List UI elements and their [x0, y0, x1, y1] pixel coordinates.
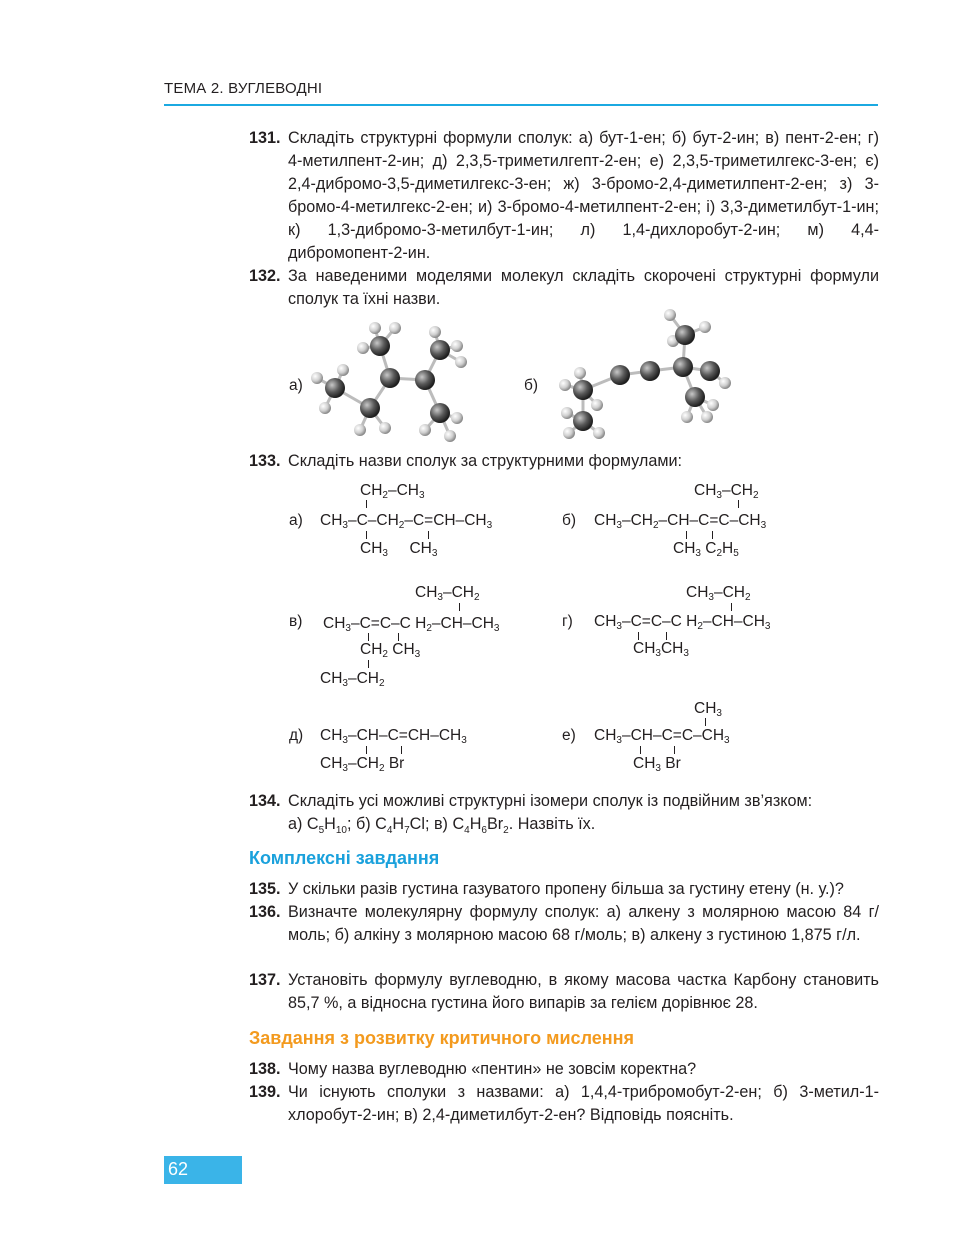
formula-v-bottom: $CH_2$ $CH_3$ [360, 641, 421, 660]
task-text: Визначте молекулярну формулу сполук: а) алкену з молярною масою 84 г/моль; б) алкіну з молярною масою 68 г/моль; в) алкену з густиною 1,875 г/л. [288, 903, 879, 944]
bond-line [366, 500, 367, 508]
formula-d-bottom: $CH_3-CH_2$ Br [320, 755, 405, 774]
bond-line [640, 746, 641, 754]
formula-v-label: в) [289, 613, 303, 630]
formula-a-bottom: $CH_3$ $CH_3$ [360, 540, 438, 559]
bond-line [428, 531, 429, 539]
formula-e-label: е) [562, 727, 576, 744]
formula-b-bottom: $CH_3$ $C_2H_5$ [673, 540, 739, 559]
bond-line [459, 603, 460, 611]
formula-v-bottom2: $CH_3-CH_2$ [320, 670, 385, 689]
bond-line [366, 746, 367, 754]
bond-line [666, 632, 667, 640]
formula-a-top: $CH_2-CH_3$ [360, 482, 425, 501]
task-text: Чому назва вуглеводню «пентин» не зовсім коректна? [288, 1060, 697, 1078]
task-number: 138. [249, 1060, 281, 1078]
formula-g-bottom: $CH_3CH_3$ [633, 640, 689, 659]
formula-e-main: $CH_3-CH-C=C-CH_3$ [594, 727, 730, 746]
task-text: Складіть структурні формули сполук: а) бут-1-ен; б) бут-2-ин; в) пент-2-ен; г) 4-метилпент-2-ин; д) 2,3,5-триметилгепт-2-ен; е) 2,3,5-триметилгекс-3-ен; є) 2,4-дибромо-3,5-диметилгекс-3-ен; ж) 3-бромо-2,4-диметилпент-2-ен; з) 3-бромо-4-метилгекс-2-ен; и) 3-бромо-4-метилпент-2-ен; і) 3,3-диметилбут-1-ин; к) 1,3-дибромо-3-метилбут-1-ин; л) 1,4-дихлоробут-2-ин; м) 4,4-дибромопент-2-ин. [288, 129, 879, 262]
formula-e-top: $CH_3$ [694, 700, 722, 719]
bond-line [638, 632, 639, 640]
task-136 [249, 901, 879, 947]
bond-line [712, 531, 713, 539]
task-number: 136. [249, 903, 281, 921]
model-a-label: а) [289, 377, 303, 394]
task-text: Складіть усі можливі структурні ізомери сполук із подвійним зв’язком: а) $C_5H_{10}$; б) $C_4H_7Cl$; в) $C_4H_6Br_2$. Назвіть їх. [288, 792, 813, 837]
task-138 [249, 1058, 879, 1081]
task-text: Складіть назви сполук за структурними формулами: [288, 452, 682, 470]
task-number: 132. [249, 267, 281, 285]
molecule-model-b [545, 305, 735, 440]
formula-b-top: $CH_3-CH_2$ [694, 482, 759, 501]
task-number: 137. [249, 971, 281, 989]
formula-d-label: д) [289, 727, 304, 744]
task-number: 135. [249, 880, 281, 898]
task-number: 131. [249, 129, 281, 147]
task-text: У скільки разів густина газуватого пропену більша за густину етену (н. у.)? [288, 880, 844, 898]
bond-line [686, 531, 687, 539]
section-heading-critical: Завдання з розвитку критичного мислення [249, 1028, 635, 1048]
task-number: 134. [249, 792, 281, 810]
bond-line [398, 633, 399, 641]
bond-line [705, 718, 706, 726]
formula-a-label: а) [289, 512, 303, 529]
task-number: 139. [249, 1083, 281, 1101]
bond-line [366, 531, 367, 539]
page-number: 62 [168, 1159, 189, 1179]
header-rule [164, 104, 878, 106]
formula-g-main: $CH_3-C=C-C$ $H_2-CH-CH_3$ [594, 613, 771, 632]
bond-line [368, 633, 369, 641]
formula-v-top: $CH_3-CH_2$ [415, 584, 480, 603]
task-text: Установіть формулу вуглеводню, в якому масова частка Карбону становить 85,7 %, а відносна густина його випарів за гелієм дорівнює 28. [288, 971, 879, 1012]
bond-line [368, 660, 369, 668]
task-134 [249, 790, 879, 842]
task-text: Чи існують сполуки з назвами: а) 1,4,4-трибромобут-2-ен; б) 3-метил-1-хлоробут-2-ин; в) 2,4-диметилбут-2-ен? Відповідь поясніть. [288, 1083, 879, 1124]
task-number: 133. [249, 452, 281, 470]
formula-v-main: $CH_3-C=C-C$ $H_2-CH-CH_3$ [323, 615, 500, 634]
bond-line [731, 603, 732, 611]
task-139 [249, 1081, 879, 1127]
model-b-label: б) [524, 377, 539, 394]
formula-b-main: $CH_3-CH_2-CH-C=C-CH_3$ [594, 512, 767, 531]
molecule-model-a [305, 318, 485, 446]
bond-line [674, 746, 675, 754]
running-header: ТЕМА 2. ВУГЛЕВОДНІ [164, 80, 323, 97]
formula-g-top: $CH_3-CH_2$ [686, 584, 751, 603]
task-131 [249, 127, 879, 265]
formula-b-label: б) [562, 512, 577, 529]
task-135 [249, 878, 879, 901]
task-text: За наведеними моделями молекул складіть скорочені структурні формули сполук та їхні назви. [288, 267, 879, 308]
section-heading-complex: Комплексні завдання [249, 848, 440, 868]
formula-e-bottom: $CH_3$ Br [633, 755, 681, 774]
bond-line [401, 746, 402, 754]
formula-a-main: $CH_3-C-CH_2-C=CH-CH_3$ [320, 512, 493, 531]
formula-d-main: $CH_3-CH-C=CH-CH_3$ [320, 727, 467, 746]
task-137 [249, 969, 879, 1015]
bond-line [738, 500, 739, 508]
formula-g-label: г) [562, 613, 573, 630]
task-133 [249, 450, 879, 473]
